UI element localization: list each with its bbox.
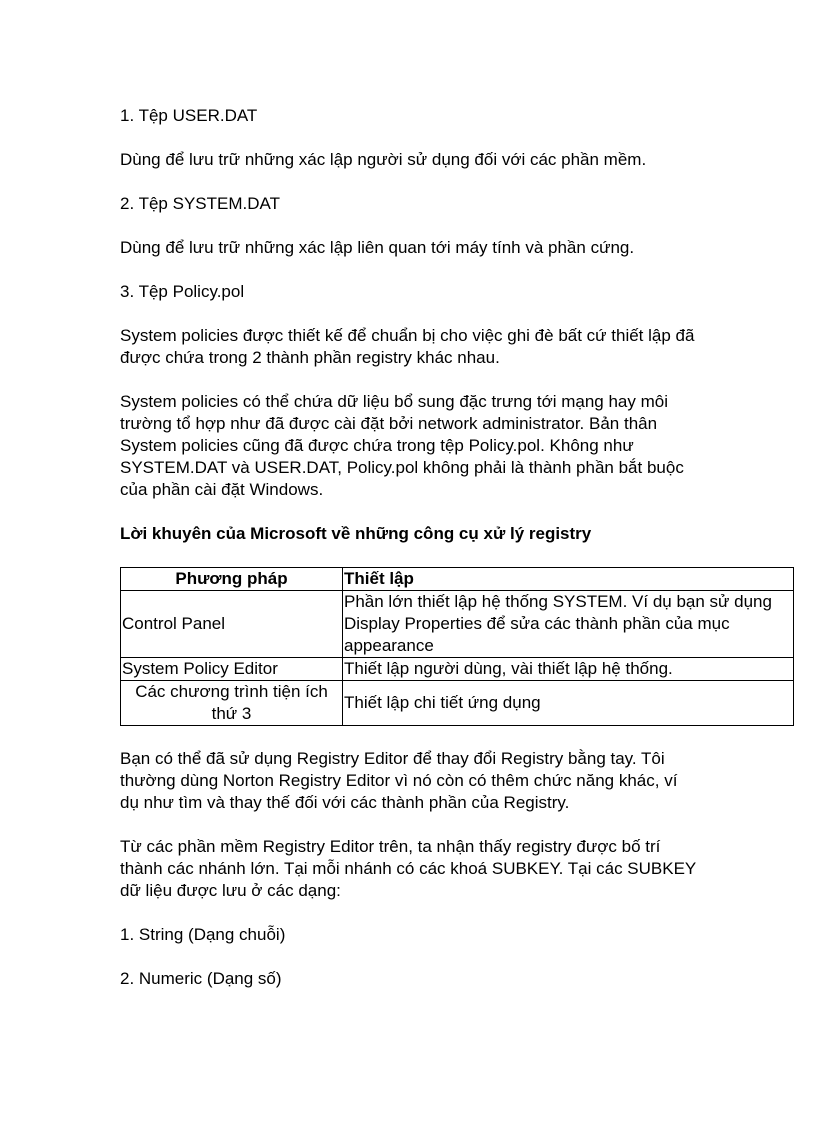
table-header-row	[121, 568, 794, 591]
table-cell-setting: Thiết lập người dùng, vài thiết lập hệ thống.	[343, 658, 794, 681]
list-item-string: 1. String (Dạng chuỗi)	[120, 925, 286, 944]
paragraph-subkey: Từ các phần mềm Registry Editor trên, ta nhận thấy registry được bố trí thành các nhánh lớn. Tại mỗi nhánh có các khoá SUBKEY. Tại các SUBKEY dữ liệu được lưu ở các dạng:	[120, 837, 696, 900]
table-row	[121, 681, 794, 726]
table-cell-setting: Phần lớn thiết lập hệ thống SYSTEM. Ví dụ bạn sử dụng Display Properties để sửa các thành phần của mục appearance	[343, 591, 794, 658]
section-title-policy-pol: 3. Tệp Policy.pol	[120, 282, 245, 301]
table-row	[121, 658, 794, 681]
table-header-setting: Thiết lập	[343, 568, 794, 591]
document-page	[120, 105, 772, 1012]
section-title-system-dat: 2. Tệp SYSTEM.DAT	[120, 194, 280, 213]
table-cell-method: System Policy Editor	[121, 658, 343, 681]
paragraph-user-dat-desc: Dùng để lưu trữ những xác lập người sử dụng đối với các phần mềm.	[120, 150, 647, 169]
list-item-numeric: 2. Numeric (Dạng số)	[120, 969, 282, 988]
paragraph-system-dat-desc: Dùng để lưu trữ những xác lập liên quan tới máy tính và phần cứng.	[120, 238, 635, 257]
paragraph-policy-desc-2: System policies có thể chứa dữ liệu bổ sung đặc trưng tới mạng hay môi trường tổ hợp như đã được cài đặt bởi network administrator. Bản thân System policies cũng đã được chứa trong tệp Policy.pol. Không như SYSTEM.DAT và USER.DAT, Policy.pol không phải là thành phần bắt buộc của phần cài đặt Windows.	[120, 392, 684, 499]
table-cell-method: Các chương trình tiện ích thứ 3	[121, 681, 343, 726]
table-heading: Lời khuyên của Microsoft về những công cụ xử lý registry	[120, 524, 592, 543]
table-cell-method: Control Panel	[121, 591, 343, 658]
table-header-method: Phương pháp	[121, 568, 343, 591]
table-cell-setting: Thiết lập chi tiết ứng dụng	[343, 681, 794, 726]
table-row	[121, 591, 794, 658]
paragraph-registry-editor: Bạn có thể đã sử dụng Registry Editor để thay đổi Registry bằng tay. Tôi thường dùng Norton Registry Editor vì nó còn có thêm chức năng khác, ví dụ như tìm và thay thế đối với các thành phần của Registry.	[120, 749, 678, 812]
registry-tools-table	[120, 567, 794, 726]
paragraph-policy-desc-1: System policies được thiết kế để chuẩn bị cho việc ghi đè bất cứ thiết lập đã được chứa trong 2 thành phần registry khác nhau.	[120, 326, 695, 367]
section-title-user-dat: 1. Tệp USER.DAT	[120, 106, 258, 125]
